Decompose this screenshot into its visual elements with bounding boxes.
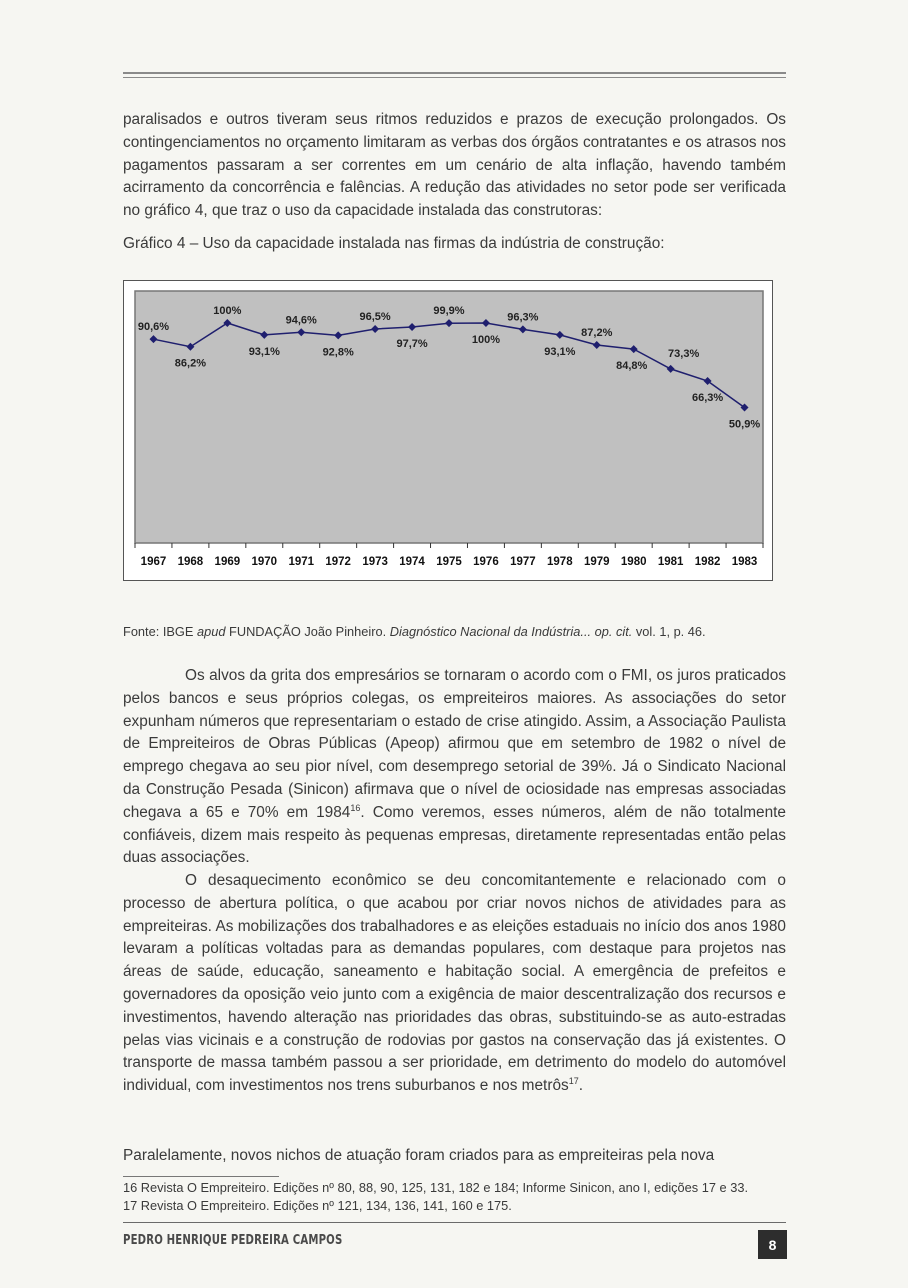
data-label: 96,5% — [359, 311, 391, 324]
x-tick-label: 1978 — [547, 556, 573, 568]
data-label: 97,7% — [396, 337, 428, 350]
x-tick-label: 1974 — [399, 556, 425, 568]
x-tick-label: 1971 — [288, 556, 315, 568]
chart-frame — [123, 280, 773, 581]
paragraph-intro: paralisados e outros tiveram seus ritmos reduzidos e prazos de execução prolongados. Os contingenciamentos no orçamento limitaram as verbas dos órgãos contratantes e os atrasos nos pagamentos passaram a ser correntes em um cenário de alta inflação, havendo também acirramento da concorrência e falências. A redução das atividades no setor pode ser verificada no gráfico 4, que traz o uso da capacidade instalada das construtoras: — [123, 111, 786, 220]
data-label: 96,3% — [507, 311, 539, 324]
footnote-rule — [123, 1176, 279, 1177]
header-rule-thin — [123, 77, 786, 78]
x-tick-label: 1973 — [362, 556, 388, 568]
x-tick-label: 1983 — [731, 556, 758, 568]
x-tick-label: 1981 — [657, 556, 684, 568]
data-label: 90,6% — [137, 321, 170, 334]
data-label: 87,2% — [581, 327, 613, 340]
x-tick-label: 1980 — [620, 556, 647, 568]
footnote-17: 17 Revista O Empreiteiro. Edições nº 121, 134, 136, 141, 160 e 175. — [123, 1198, 512, 1213]
x-tick-label: 1982 — [694, 556, 721, 568]
footer-rule — [123, 1222, 786, 1223]
data-label: 93,1% — [544, 345, 576, 358]
paragraph-3-text-b: . — [578, 1077, 583, 1095]
capacity-line-chart — [124, 281, 772, 580]
source-title: Diagnóstico Nacional da Indústria... op. cit. — [389, 624, 633, 639]
data-label: 100% — [471, 334, 501, 346]
footnote-ref-17[interactable]: 17 — [568, 1076, 579, 1087]
source-prefix: Fonte: IBGE — [123, 624, 197, 639]
data-label: 100% — [213, 305, 242, 317]
data-label: 84,8% — [616, 360, 648, 373]
plot-area — [135, 291, 763, 543]
footer-author: PEDRO HENRIQUE PEDREIRA CAMPOS — [123, 1233, 343, 1248]
x-tick-label: 1968 — [177, 556, 204, 568]
data-label: 86,2% — [174, 357, 207, 370]
x-tick-label: 1979 — [583, 556, 610, 568]
chart-caption: Gráfico 4 – Uso da capacidade instalada nas firmas da indústria de construção: — [123, 235, 665, 252]
chart-source — [123, 624, 706, 639]
footnotes — [123, 1179, 786, 1215]
paragraph-continuation: Paralelamente, novos nichos de atuação foram criados para as empreiteiras pela nova — [123, 1147, 715, 1164]
header-rule — [123, 72, 786, 74]
data-label: 92,8% — [322, 346, 354, 359]
x-tick-label: 1977 — [510, 556, 536, 568]
x-tick-label: 1969 — [214, 556, 241, 568]
x-tick-label: 1976 — [473, 556, 499, 568]
data-label: 66,3% — [691, 391, 724, 404]
paragraph-2-text-a: Os alvos da grita dos empresários se tornaram o acordo com o FMI, os juros praticados pelos bancos e seus próprios colegas, os empreiteiros maiores. As associações do setor expunham números que representariam o estado de crise atingido. Assim, a Associação Paulista de Empreiteiros de Obras Públicas (Apeop) afirmou que em setembro de 1982 o nível de emprego chegava ao seu pior nível, com desemprego setorial de 39%. Já o Sindicato Nacional da Construção Pesada (Sinicon) afirmava que o nível de ociosidade nas empresas associadas chegava a 65 e 70% em 1984 — [123, 667, 786, 821]
paragraph-3-text-a: O desaquecimento econômico se deu concomitantemente e relacionado com o processo de abertura política, o que acabou por criar novos nichos de atividades para as empreiteiras. As mobilizações dos trabalhadores e as eleições estaduais no início dos anos 1980 levaram a políticas voltadas para as demandas populares, com destaque para projetos nas áreas de saúde, educação, saneamento e habitação social. A emergência de prefeitos e governadores da oposição veio junto com a exigência de maior descentralização dos recursos e investimentos, havendo alteração nas prioridades das obras, substituindo-se as auto-estradas pelas vias vicinais e a construção de rodovias por gastos na conservação das já existentes. O transporte de massa também passou a ser prioridade, em detrimento do modelo do automóvel individual, com investimentos nos trens suburbanos e nos metrôs — [123, 872, 786, 1095]
source-apud: apud — [196, 624, 226, 639]
paragraph-political-opening — [123, 870, 786, 1098]
paragraph-business-complaints — [123, 665, 786, 870]
x-tick-label: 1972 — [325, 556, 351, 568]
data-label: 93,1% — [248, 345, 280, 358]
x-tick-label: 1970 — [251, 556, 278, 568]
data-label: 50,9% — [728, 418, 761, 431]
footnote-16: 16 Revista O Empreiteiro. Edições nº 80, 88, 90, 125, 131, 182 e 184; Informe Sinicon, ano I, edições 17 e 33. — [123, 1180, 748, 1195]
source-suffix: vol. 1, p. 46. — [632, 624, 706, 639]
data-label: 99,9% — [433, 305, 465, 318]
page-number: 8 — [758, 1230, 787, 1259]
x-tick-label: 1975 — [436, 556, 462, 568]
x-tick-label: 1967 — [140, 556, 167, 568]
data-label: 73,3% — [668, 347, 700, 360]
source-mid: FUNDAÇÃO João Pinheiro. — [225, 624, 390, 639]
data-label: 94,6% — [285, 314, 317, 327]
paragraph-2-text-b: . Como veremos, esses números, além de não totalmente confiáveis, dizem mais respeito às pequenas empresas, diretamente representadas então pelas duas associações. — [123, 803, 786, 867]
footnote-ref-16[interactable]: 16 — [350, 802, 361, 813]
